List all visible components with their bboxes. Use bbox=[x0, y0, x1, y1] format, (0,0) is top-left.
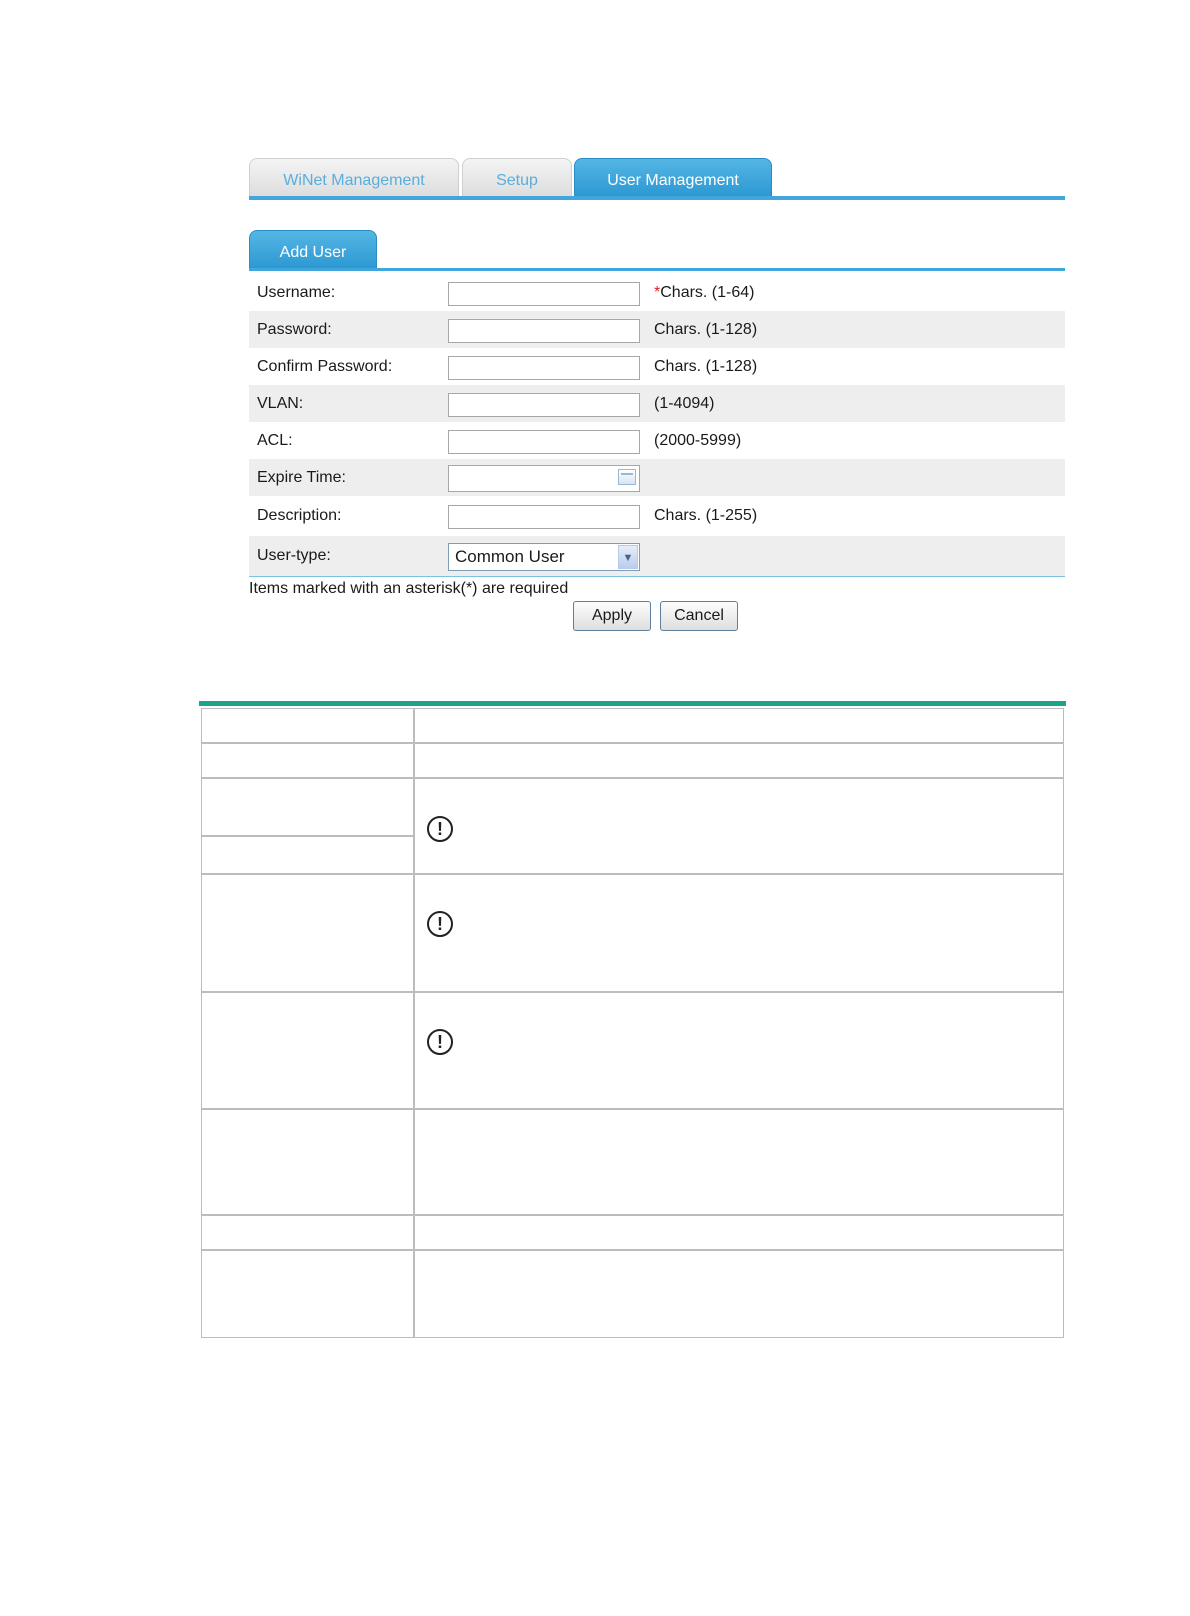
password-input[interactable] bbox=[448, 319, 640, 343]
form-row-username bbox=[249, 274, 1065, 311]
user-type-label: User-type: bbox=[257, 547, 331, 564]
form-bottom-rule bbox=[249, 576, 1065, 577]
expire-time-label: Expire Time: bbox=[257, 469, 346, 486]
username-input[interactable] bbox=[448, 282, 640, 306]
vlan-label: VLAN: bbox=[257, 395, 304, 412]
password-label: Password: bbox=[257, 321, 332, 338]
tab-setup[interactable] bbox=[462, 158, 572, 198]
username-hint bbox=[654, 274, 754, 311]
vlan-hint: (1-4094) bbox=[654, 395, 715, 412]
tab-label: Add User bbox=[279, 244, 347, 261]
table-cell bbox=[201, 778, 414, 836]
apply-button[interactable]: Apply bbox=[573, 601, 651, 631]
form-row-expire-time bbox=[249, 459, 1065, 496]
confirm-password-label: Confirm Password: bbox=[257, 358, 393, 375]
calendar-icon[interactable] bbox=[618, 469, 636, 485]
tab-label: Setup bbox=[496, 172, 538, 189]
description-hint: Chars. (1-255) bbox=[654, 507, 758, 524]
form-row-password bbox=[249, 311, 1065, 348]
username-label: Username: bbox=[257, 284, 336, 301]
tab-label: User Management bbox=[607, 172, 739, 189]
form-row-confirm-password bbox=[249, 348, 1065, 385]
acl-label: ACL: bbox=[257, 432, 293, 449]
table-cell bbox=[414, 1215, 1064, 1250]
table-cell bbox=[414, 743, 1064, 778]
sub-tab-bar bbox=[249, 230, 1065, 272]
confirm-password-input[interactable] bbox=[448, 356, 640, 380]
expire-time-input[interactable] bbox=[448, 465, 640, 492]
required-mark: * bbox=[654, 284, 661, 301]
table-cell bbox=[414, 778, 1064, 874]
vlan-input[interactable] bbox=[448, 393, 640, 417]
parameter-table bbox=[199, 701, 1066, 1335]
password-hint: Chars. (1-128) bbox=[654, 321, 758, 338]
tab-label: WiNet Management bbox=[283, 172, 425, 189]
table-cell bbox=[414, 992, 1064, 1109]
add-user-form bbox=[249, 274, 1065, 577]
table-cell bbox=[414, 708, 1064, 743]
cancel-button[interactable]: Cancel bbox=[660, 601, 738, 631]
tab-user-management[interactable] bbox=[574, 158, 772, 198]
warning-icon: ! bbox=[427, 1029, 453, 1055]
table-cell bbox=[201, 743, 414, 778]
user-type-select[interactable] bbox=[448, 543, 640, 571]
description-input[interactable] bbox=[448, 505, 640, 529]
tab-add-user[interactable] bbox=[249, 230, 377, 270]
warning-icon: ! bbox=[427, 816, 453, 842]
table-cell bbox=[414, 1250, 1064, 1338]
table-cell bbox=[201, 708, 414, 743]
confirm-password-hint: Chars. (1-128) bbox=[654, 358, 758, 375]
table-cell bbox=[201, 1250, 414, 1338]
tab-winet-management[interactable] bbox=[249, 158, 459, 198]
table-cell bbox=[201, 1215, 414, 1250]
table-cell bbox=[201, 992, 414, 1109]
top-tab-bar bbox=[249, 158, 1065, 200]
sub-tab-underline bbox=[249, 268, 1065, 271]
user-type-selected: Common User bbox=[455, 547, 565, 566]
table-cell bbox=[201, 1109, 414, 1215]
username-hint-text: Chars. (1-64) bbox=[660, 284, 755, 301]
chevron-down-icon[interactable]: ▼ bbox=[618, 545, 638, 569]
form-row-vlan bbox=[249, 385, 1065, 422]
form-row-acl bbox=[249, 422, 1065, 459]
table-cell bbox=[201, 836, 414, 874]
table-cell bbox=[201, 874, 414, 992]
table-cell bbox=[414, 1109, 1064, 1215]
form-row-description bbox=[249, 496, 1065, 536]
acl-hint: (2000-5999) bbox=[654, 432, 742, 449]
description-label: Description: bbox=[257, 507, 342, 524]
tab-underline bbox=[249, 196, 1065, 200]
form-row-user-type bbox=[249, 536, 1065, 576]
acl-input[interactable] bbox=[448, 430, 640, 454]
warning-icon: ! bbox=[427, 911, 453, 937]
required-note: Items marked with an asterisk(*) are required bbox=[249, 580, 569, 597]
table-cell bbox=[414, 874, 1064, 992]
